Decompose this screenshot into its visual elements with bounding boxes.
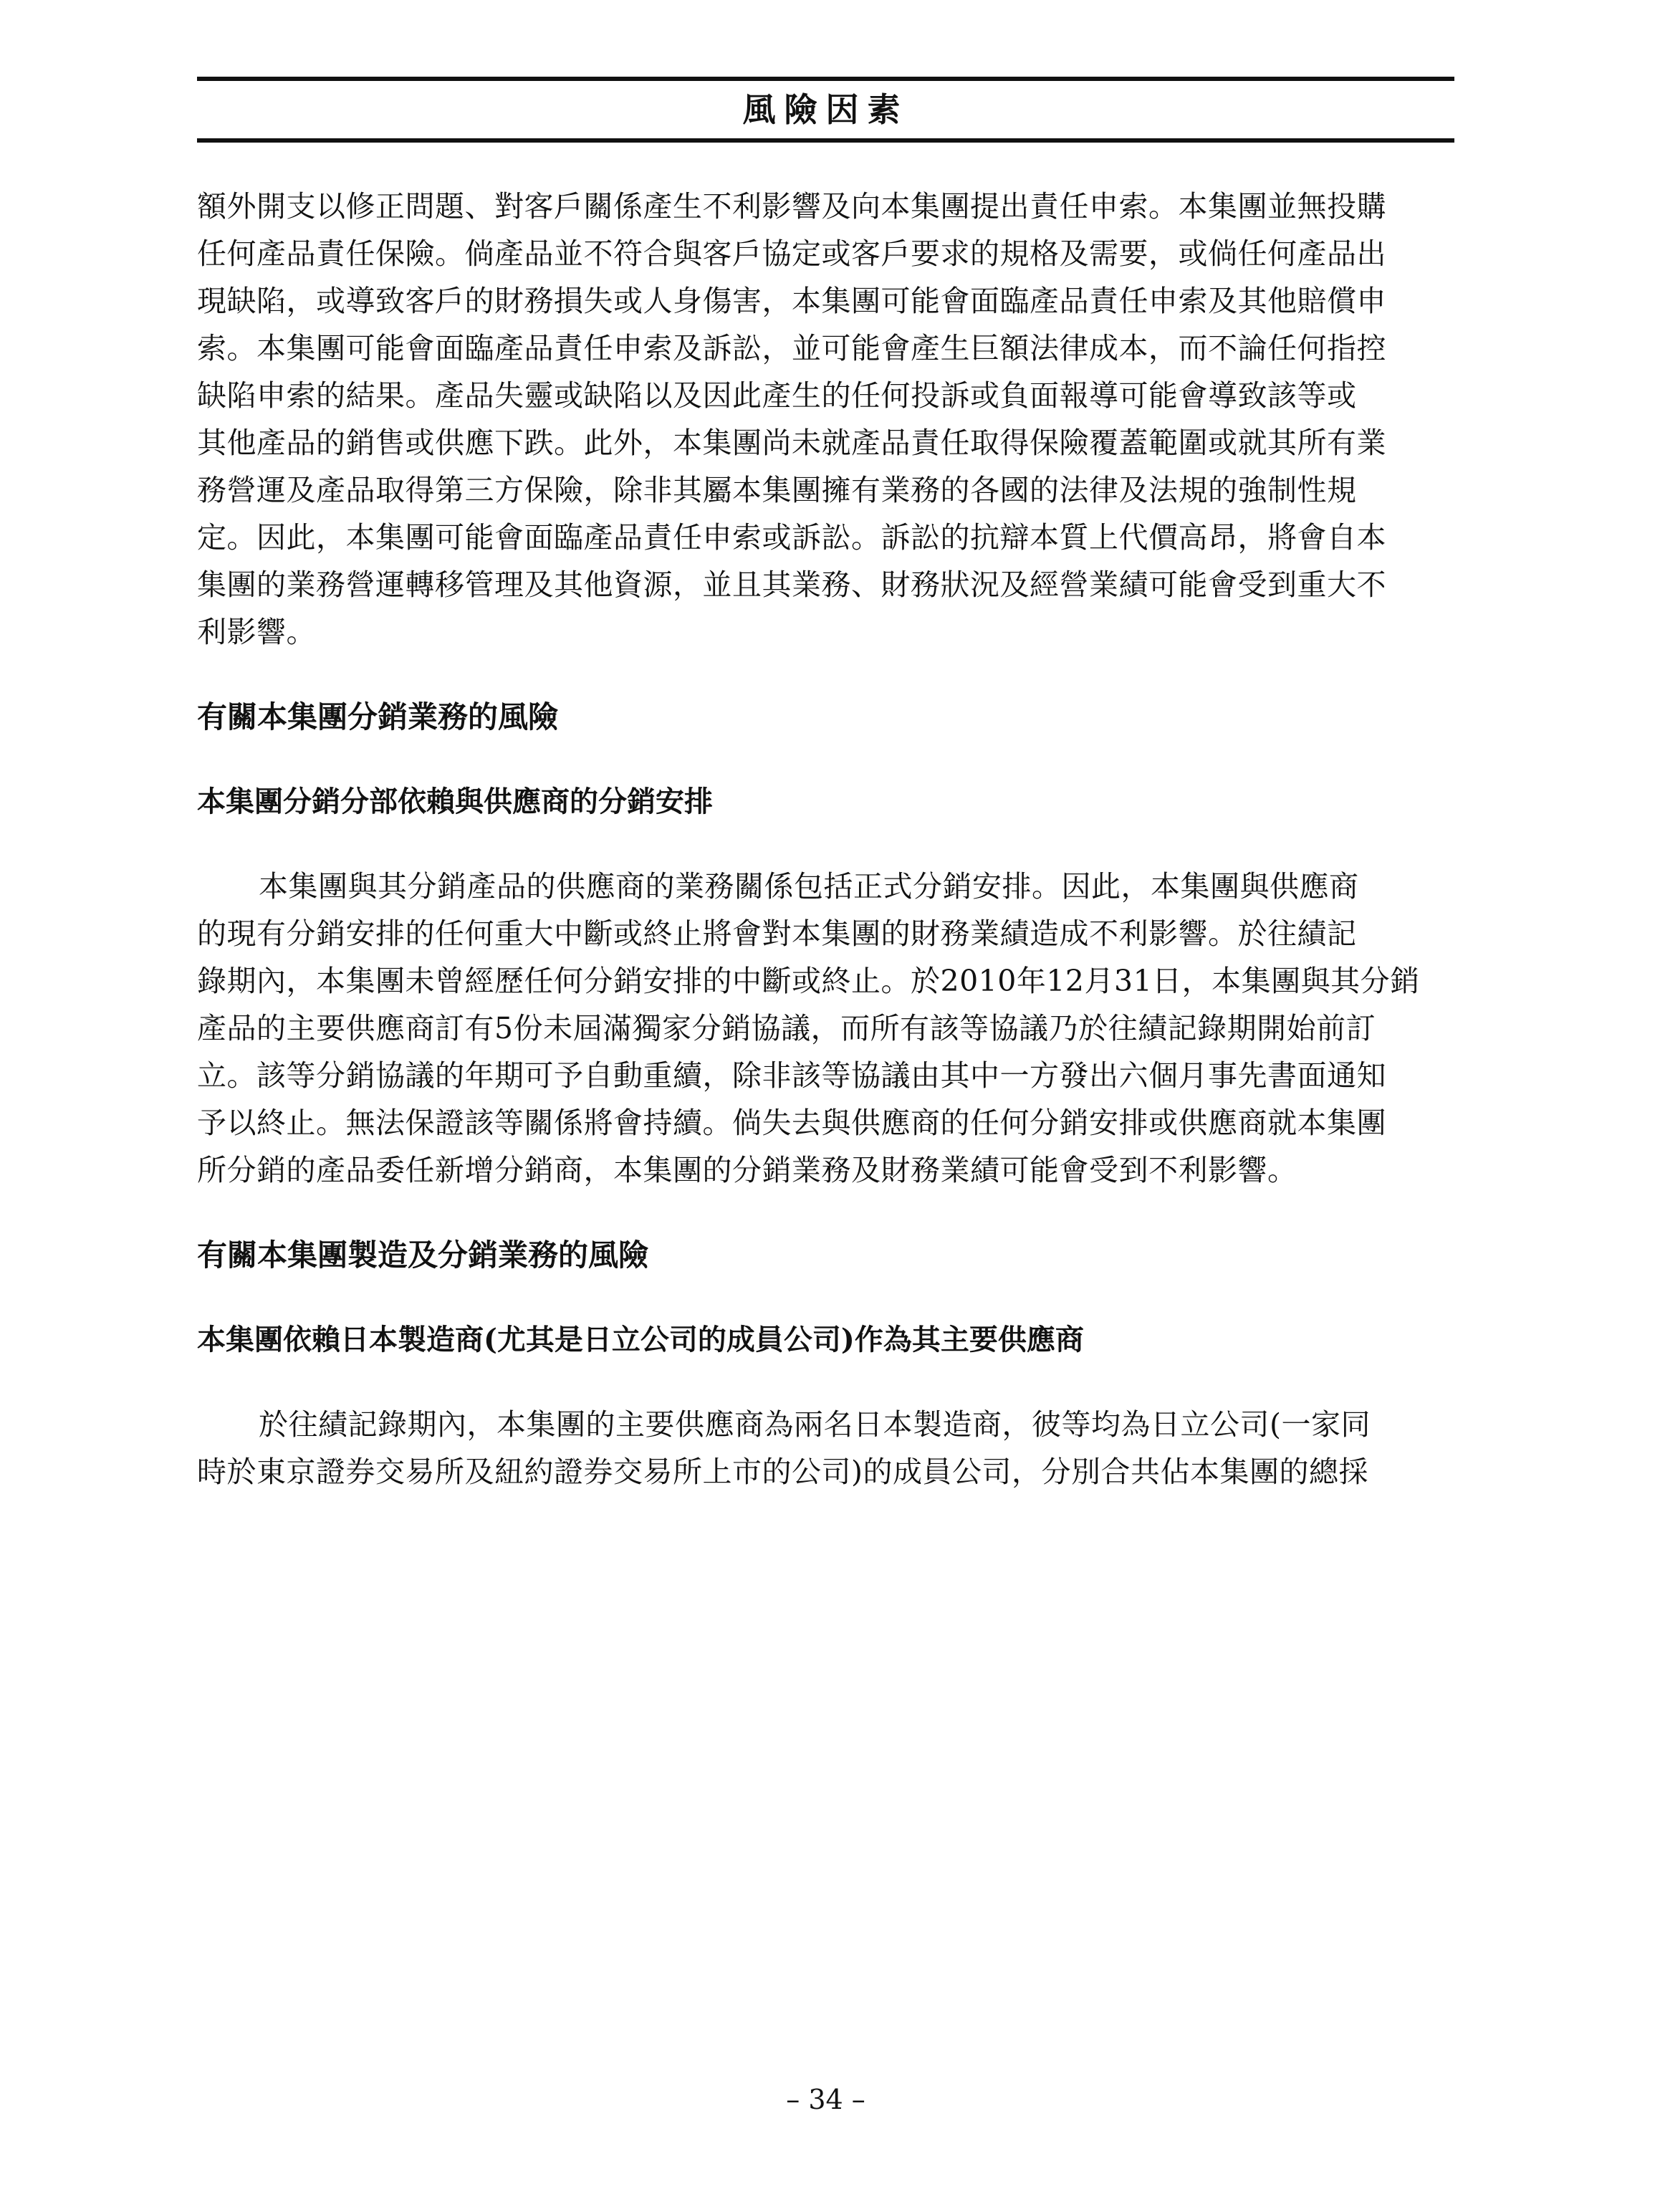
section-heading-distribution: 有關本集團分銷業務的風險 — [197, 699, 559, 734]
text-line: 產品的主要供應商訂有5份未屆滿獨家分銷協議，而所有該等協議乃於往績記錄期開始前訂 — [197, 1011, 1376, 1045]
text-line: 所分銷的產品委任新增分銷商，本集團的分銷業務及財務業績可能會受到不利影響。 — [197, 1153, 1297, 1187]
paragraph-continuation — [197, 183, 1454, 656]
header-bottom-rule — [197, 138, 1454, 143]
text-line: 務營運及產品取得第三方保險，除非其屬本集團擁有業務的各國的法律及法規的強制性規 — [197, 473, 1357, 507]
text-line: 索。本集團可能會面臨產品責任申索及訴訟，並可能會產生巨額法律成本，而不論任何指控 — [197, 331, 1386, 365]
paragraph-distribution — [197, 863, 1454, 1194]
text-line: 缺陷申索的結果。產品失靈或缺陷以及因此產生的任何投訴或負面報導可能會導致該等或 — [197, 378, 1357, 413]
text-line: 錄期內，本集團未曾經歷任何分銷安排的中斷或終止。於2010年12月31日，本集團與其分銷 — [197, 964, 1420, 998]
text-line: 集團的業務營運轉移管理及其他資源，並且其業務、財務狀況及經營業績可能會受到重大不 — [197, 568, 1386, 602]
paragraph-suppliers — [197, 1401, 1454, 1495]
subsection-heading-japanese-manufacturers: 本集團依賴日本製造商(尤其是日立公司的成員公司)作為其主要供應商 — [197, 1323, 1084, 1356]
text-line: 予以終止。無法保證該等關係將會持續。倘失去與供應商的任何分銷安排或供應商就本集團 — [197, 1106, 1386, 1140]
text-line: 現缺陷，或導致客戶的財務損失或人身傷害，本集團可能會面臨產品責任申索及其他賠償申 — [197, 284, 1386, 318]
text-line: 時於東京證券交易所及紐約證券交易所上市的公司)的成員公司，分別合共佔本集團的總採 — [197, 1455, 1368, 1489]
text-line: 的現有分銷安排的任何重大中斷或終止將會對本集團的財務業績造成不利影響。於往績記 — [197, 916, 1357, 951]
text-line: 於往績記錄期內，本集團的主要供應商為兩名日本製造商，彼等均為日立公司(一家同 — [259, 1407, 1371, 1442]
text-line: 立。該等分銷協議的年期可予自動重續，除非該等協議由其中一方發出六個月事先書面通知 — [197, 1058, 1386, 1093]
text-line: 利影響。 — [197, 615, 316, 649]
page-number: – 34 – — [786, 2084, 865, 2115]
section-heading-manufacturing-distribution: 有關本集團製造及分銷業務的風險 — [197, 1237, 649, 1273]
text-line: 定。因此，本集團可能會面臨產品責任申索或訴訟。訴訟的抗辯本質上代價高昂，將會自本 — [197, 520, 1386, 555]
header-top-rule — [197, 77, 1454, 81]
page-title: 風險因素 — [742, 90, 909, 129]
text-line: 本集團與其分銷產品的供應商的業務關係包括正式分銷安排。因此，本集團與供應商 — [259, 869, 1359, 904]
text-line: 任何產品責任保險。倘產品並不符合與客戶協定或客戶要求的規格及需要，或倘任何產品出 — [197, 236, 1386, 271]
text-line: 其他產品的銷售或供應下跌。此外，本集團尚未就產品責任取得保險覆蓋範圍或就其所有業 — [197, 426, 1386, 460]
document-body — [197, 183, 1454, 1495]
subsection-heading-distribution-arrangements: 本集團分銷分部依賴與供應商的分銷安排 — [197, 785, 713, 818]
text-line: 額外開支以修正問題、對客戶關係產生不利影響及向本集團提出責任申索。本集團並無投購 — [197, 189, 1386, 224]
